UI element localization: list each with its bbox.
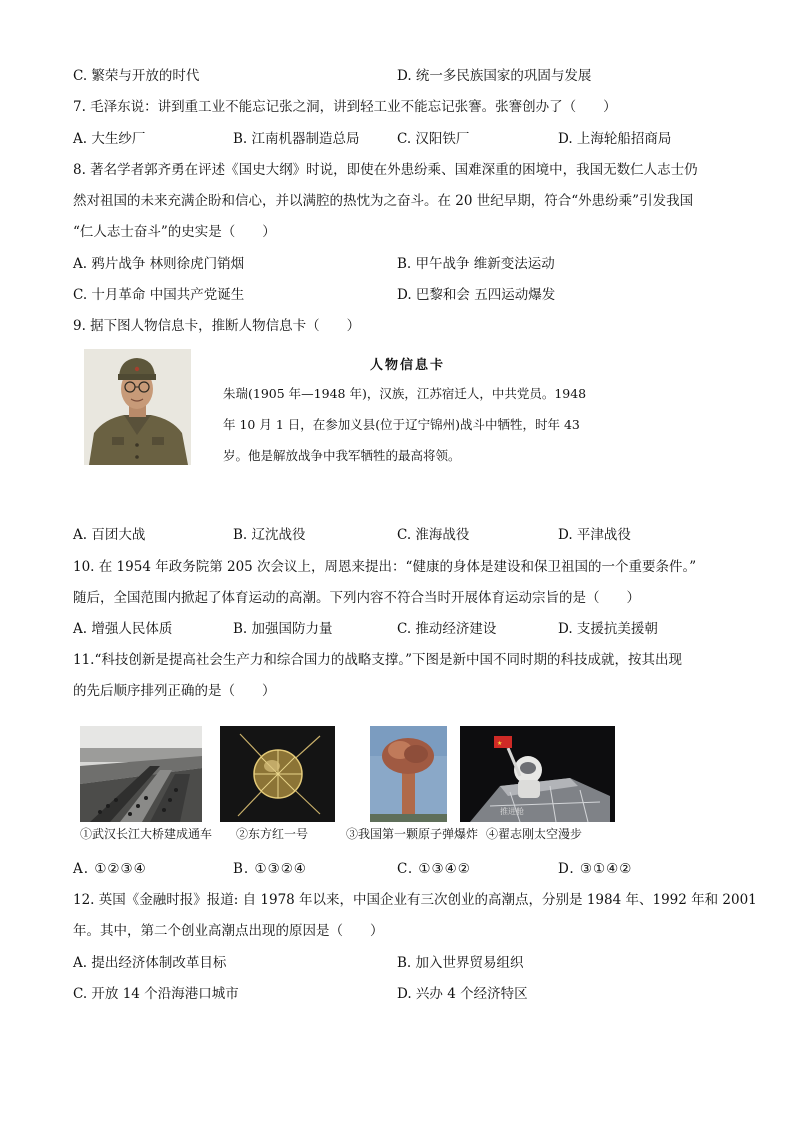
q11-stem-line-1: 11.“科技创新是提高社会生产力和综合国力的战略支撑。”下图是新中国不同时期的科技成就，按其出现	[73, 652, 683, 668]
q12-option-c: C. 开放 14 个沿海港口城市	[73, 986, 239, 1002]
atomic-bomb-photo	[370, 726, 447, 822]
caption-1: ①武汉长江大桥建成通车	[80, 827, 213, 841]
q7-option-a: A. 大生纱厂	[73, 131, 146, 147]
q12-option-d: D. 兴办 4 个经济特区	[397, 986, 528, 1002]
caption-2: ②东方红一号	[236, 827, 309, 841]
spacewalk-photo	[460, 726, 615, 822]
info-card-line-3: 岁。他是解放战争中我军牺牲的最高将领。	[223, 448, 461, 463]
q7-option-d: D. 上海轮船招商局	[558, 131, 672, 147]
q11-option-a: A. ①②③④	[73, 861, 147, 877]
info-card-title: 人物信息卡	[370, 358, 446, 373]
q12-stem-line-1: 12. 英国《金融时报》报道: 自 1978 年以来，中国企业有三次创业的高潮点，分别是 1984 年、1992 年和 2001	[73, 892, 757, 908]
q8-stem-line-1: 8. 著名学者郭齐勇在评述《国史大纲》时说，即使在外患纷乘、国难深重的困境中，我国无数仁人志士仍	[73, 162, 698, 178]
satellite-photo	[220, 726, 335, 822]
q9-option-d: D. 平津战役	[558, 527, 631, 543]
q8-option-d: D. 巴黎和会 五四运动爆发	[397, 287, 556, 303]
q9-option-a: A. 百团大战	[73, 527, 146, 543]
info-card-line-2: 年 10 月 1 日，在参加义县(位于辽宁锦州)战斗中牺牲，时年 43	[223, 417, 580, 432]
q8-option-a: A. 鸦片战争 林则徐虎门销烟	[73, 256, 245, 272]
info-card-line-1: 朱瑞(1905 年—1948 年)，汉族，江苏宿迁人，中共党员。1948	[223, 386, 587, 401]
q8-option-c: C. 十月革命 中国共产党诞生	[73, 287, 245, 303]
q12-stem-line-2: 年。其中，第二个创业高潮点出现的原因是（ ）	[73, 923, 384, 939]
svg-text:★: ★	[497, 740, 503, 747]
spacewalk-image-label: 推进舱	[500, 807, 524, 816]
q12-option-b: B. 加入世界贸易组织	[397, 955, 524, 971]
q8-stem-line-3: “仁人志士奋斗”的史实是（ ）	[73, 224, 276, 240]
q6-option-c: C. 繁荣与开放的时代	[73, 68, 200, 84]
caption-4: ④翟志刚太空漫步	[486, 827, 583, 841]
q9-stem: 9. 据下图人物信息卡，推断人物信息卡（ ）	[73, 318, 361, 334]
q7-option-c: C. 汉阳铁厂	[397, 131, 470, 147]
q10-option-d: D. 支援抗美援朝	[558, 621, 658, 637]
bridge-photo	[80, 726, 202, 822]
q10-stem-line-1: 10. 在 1954 年政务院第 205 次会议上，周恩来提出：“健康的身体是建设和保卫祖国的一个重要条件。”	[73, 559, 697, 575]
q10-stem-line-2: 随后，全国范围内掀起了体育运动的高潮。下列内容不符合当时开展体育运动宗旨的是（ ）	[73, 590, 640, 606]
q11-option-b: B. ①③②④	[233, 861, 307, 877]
q9-option-b: B. 辽沈战役	[233, 527, 306, 543]
q8-option-b: B. 甲午战争 维新变法运动	[397, 256, 555, 272]
q10-option-b: B. 加强国防力量	[233, 621, 333, 637]
q6-option-d: D. 统一多民族国家的巩固与发展	[397, 68, 592, 84]
q11-stem-line-2: 的先后顺序排列正确的是（ ）	[73, 683, 276, 699]
q11-option-c: C. ①③④②	[397, 861, 471, 877]
portrait-photo	[84, 349, 191, 465]
q9-option-c: C. 淮海战役	[397, 527, 470, 543]
q8-stem-line-2: 然对祖国的未来充满企盼和信心，并以满腔的热忱为之奋斗。在 20 世纪早期，符合“外患纷乘”引发我国	[73, 193, 694, 209]
q12-option-a: A. 提出经济体制改革目标	[73, 955, 227, 971]
caption-3: ③我国第一颗原子弹爆炸	[346, 827, 479, 841]
q11-option-d: D. ③①④②	[558, 861, 633, 877]
q10-option-a: A. 增强人民体质	[73, 621, 173, 637]
q7-stem: 7. 毛泽东说：讲到重工业不能忘记张之洞，讲到轻工业不能忘记张謇。张謇创办了（ ）	[73, 99, 617, 115]
q10-option-c: C. 推动经济建设	[397, 621, 497, 637]
q7-option-b: B. 江南机器制造总局	[233, 131, 360, 147]
